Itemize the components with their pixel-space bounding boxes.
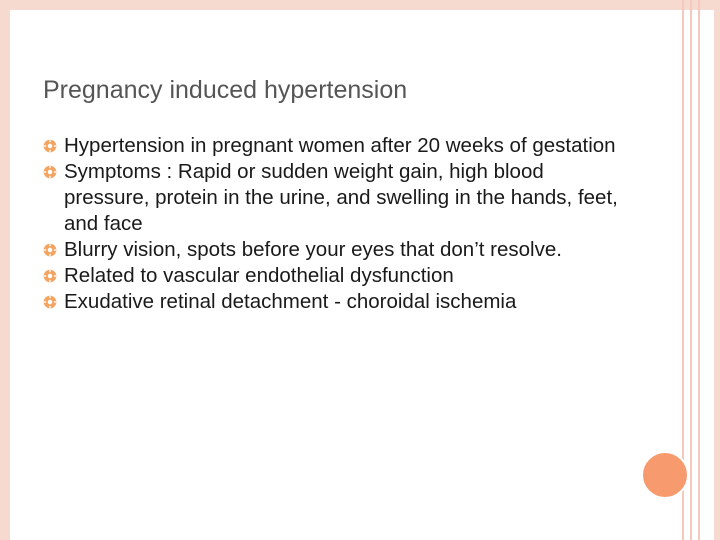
decor-line-2 [690, 0, 692, 540]
bullet-text: Blurry vision, spots before your eyes that don’t resolve. [64, 238, 562, 261]
gear-icon [43, 165, 57, 179]
decor-circle [641, 451, 689, 499]
bullet-item [43, 289, 633, 315]
bullet-item [43, 263, 633, 289]
bullet-item [43, 159, 633, 237]
slide-border-right [714, 0, 720, 540]
gear-icon [43, 269, 57, 283]
gear-icon [43, 243, 57, 257]
slide-border-top [0, 0, 720, 10]
bullet-item [43, 133, 633, 159]
bullet-text: Hypertension in pregnant women after 20 weeks of gestation [64, 134, 616, 157]
bullet-text: Exudative retinal detachment - choroidal ischemia [64, 290, 517, 313]
bullet-item [43, 237, 633, 263]
gear-icon [43, 295, 57, 309]
slide-title: Pregnancy induced hypertension [43, 76, 408, 104]
gear-icon [43, 139, 57, 153]
bullet-text: Related to vascular endothelial dysfunction [64, 264, 454, 287]
bullet-list [43, 133, 633, 315]
decor-line-3 [698, 0, 700, 540]
bullet-text: Symptoms : Rapid or sudden weight gain, high blood pressure, protein in the urine, and swelling in the hands, feet, and face [64, 160, 618, 235]
slide-border-left [0, 0, 10, 540]
